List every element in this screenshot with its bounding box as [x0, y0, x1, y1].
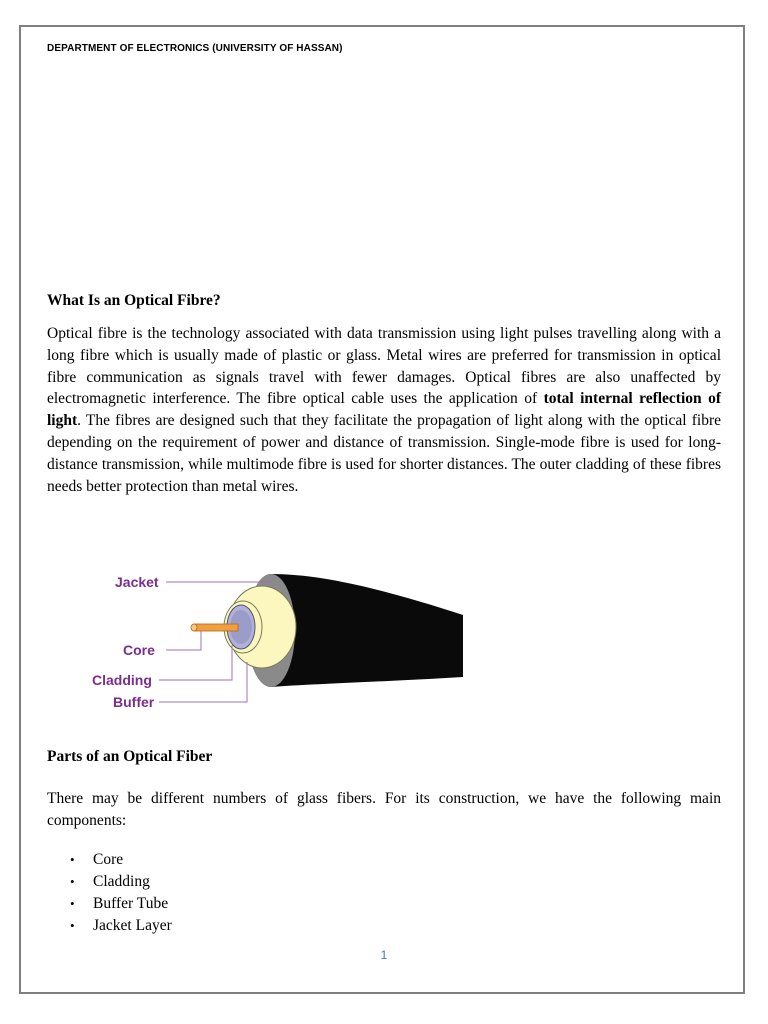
buffer-leader	[159, 662, 247, 702]
list-item: • Cladding	[47, 871, 172, 893]
jacket-label: Jacket	[115, 574, 159, 590]
bold-phrase: total internal reflection of light	[47, 390, 721, 430]
optical-fiber-diagram	[80, 560, 470, 720]
core-label: Core	[123, 642, 155, 658]
department-header: DEPARTMENT OF ELECTRONICS (UNIVERSITY OF HASSAN)	[47, 43, 343, 54]
section-heading-parts: Parts of an Optical Fiber	[47, 748, 213, 765]
cladding-label: Cladding	[92, 672, 152, 688]
section-heading-optical-fibre: What Is an Optical Fibre?	[47, 292, 221, 309]
list-item: • Jacket Layer	[47, 915, 172, 937]
optical-fibre-paragraph	[47, 323, 721, 497]
core-rod	[194, 624, 238, 631]
list-item: • Buffer Tube	[47, 893, 172, 915]
paragraph-text-start: Optical fibre is the technology associated with data transmission using light pulses travelling along with a long fibre which is usually made of plastic or glass. Metal wires are preferred for transmission in optical fibre communication as signals travel with fewer damages. Optical fibres are also unaffected by electromagnetic interference. The fibre optical cable uses the application of	[47, 325, 721, 408]
core-tip	[191, 624, 197, 631]
page-number: 1	[380, 948, 388, 962]
parts-intro-paragraph: There may be different numbers of glass fibers. For its construction, we have the following main components:	[47, 790, 721, 829]
components-list	[47, 849, 172, 937]
buffer-label: Buffer	[113, 694, 155, 710]
list-item: • Core	[47, 849, 172, 871]
paragraph-text-end: . The fibres are designed such that they facilitate the propagation of light along with the optical fibre depending on the requirement of power and distance of transmission. Single-mode fibre is used for long-distance transmission, while multimode fibre is used for shorter distances. The outer cladding of these fibres needs better protection than metal wires.	[47, 412, 721, 495]
core-leader	[166, 631, 201, 650]
